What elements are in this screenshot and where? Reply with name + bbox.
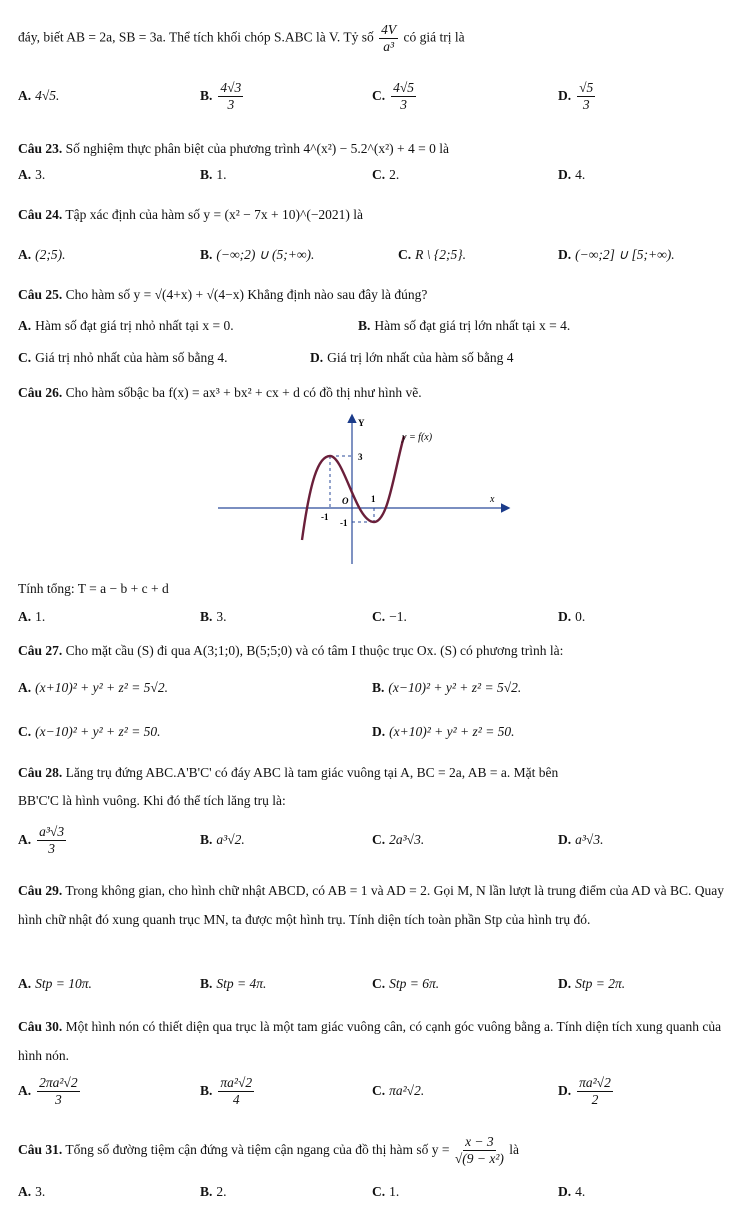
question-28-cont — [18, 792, 732, 810]
question-label: Câu 24. — [18, 207, 63, 222]
question-23 — [18, 140, 732, 158]
origin-label: O — [342, 496, 349, 506]
q26-options — [18, 600, 740, 634]
question-text: Một hình nón có thiết diện qua trục là một tam giác vuông cân, có cạnh góc vuông bằng a. Tính diện tích xung quanh của hình nón. — [18, 1019, 722, 1063]
option-d[interactable]: D. a³√3. — [558, 832, 604, 847]
question-31 — [18, 1130, 732, 1170]
question-label: Câu 25. — [18, 287, 63, 302]
option-b[interactable]: B. Stp = 4π. — [200, 976, 267, 991]
option-d[interactable]: D. Stp = 2π. — [558, 976, 626, 991]
option-b[interactable]: B. a³√2. — [200, 832, 245, 847]
option-a[interactable]: A. 4√5. — [18, 88, 60, 103]
q27-options-row1 — [18, 670, 740, 706]
option-a[interactable]: A. 3. — [18, 1184, 46, 1199]
question-25 — [18, 286, 732, 304]
option-a[interactable]: A. (2;5). — [18, 247, 66, 262]
question-27 — [18, 642, 732, 660]
option-c[interactable]: C. $\frac{4√5}{3}$ — [372, 79, 415, 112]
question-text: Cho mặt cầu (S) đi qua A(3;1;0), B(5;5;0) và có tâm I thuộc trục Ox. (S) có phương trình là: — [65, 643, 564, 658]
option-d[interactable]: D. (−∞;2] ∪ [5;+∞). — [558, 247, 675, 262]
option-c[interactable]: C. 2a³√3. — [372, 832, 425, 847]
option-a[interactable]: A. (x+10)² + y² + z² = 5√2. — [18, 680, 168, 695]
question-label: Câu 31. — [18, 1142, 63, 1157]
intro-tail: có giá trị là — [403, 29, 465, 45]
option-d[interactable]: D. 4. — [558, 167, 586, 182]
tick-neg1-y: -1 — [340, 518, 348, 528]
option-d[interactable]: D. $\frac{\text{πa²√2}}{2}$ — [558, 1074, 611, 1107]
option-c[interactable]: C. (x−10)² + y² + z² = 50. — [18, 724, 161, 739]
q24-options — [18, 238, 740, 272]
x-axis-label: x — [490, 494, 495, 505]
option-c[interactable]: C. πa²√2. — [372, 1083, 425, 1098]
y-axis-label: Y — [358, 418, 365, 428]
option-a[interactable]: A. 3. — [18, 167, 46, 182]
question-label: Câu 27. — [18, 643, 63, 658]
option-b[interactable]: B. 3. — [200, 609, 227, 624]
option-a[interactable]: A. $\frac{\text{a³√3}}{3}$ — [18, 823, 65, 856]
question-30 — [18, 1012, 732, 1070]
option-d[interactable]: D. (x+10)² + y² + z² = 50. — [372, 724, 515, 739]
q31-fraction: $\frac{x - 3}{\text{√(9 − x²)}}$ — [454, 1134, 504, 1167]
question-text: Tập xác định của hàm số y = (x² − 7x + 10)^(−2021) là — [65, 207, 364, 222]
cubic-curve — [302, 436, 404, 540]
option-c[interactable]: C. Stp = 6π. — [372, 976, 440, 991]
sum-text: Tính tổng: T = a − b + c + d — [18, 581, 169, 596]
tick-1: 1 — [371, 494, 376, 504]
question-label: Câu 28. — [18, 765, 63, 780]
intro-ratio: $\frac{4V}{\text{a³}}$ — [381, 22, 397, 54]
intro-options — [18, 76, 740, 116]
question-label: Câu 23. — [18, 141, 63, 156]
option-b[interactable]: B. (−∞;2) ∪ (5;+∞). — [200, 247, 315, 262]
option-b[interactable]: B. (x−10)² + y² + z² = 5√2. — [372, 680, 522, 695]
option-c[interactable]: C. 2. — [372, 167, 400, 182]
option-a[interactable]: A. Hàm số đạt giá trị nhỏ nhất tại x = 0. — [18, 318, 234, 333]
q30-options — [18, 1068, 740, 1114]
option-d[interactable]: D. $\frac{√5}{3}$ — [558, 79, 594, 112]
curve-label: y = f(x) — [402, 432, 433, 443]
option-b[interactable]: B. Hàm số đạt giá trị lớn nhất tại x = 4. — [358, 318, 571, 333]
cubic-graph — [218, 412, 518, 570]
q26-sum — [18, 580, 732, 598]
option-c[interactable]: C. Giá trị nhỏ nhất của hàm số bằng 4. — [18, 350, 228, 365]
q31-options — [18, 1180, 740, 1204]
option-d[interactable]: D. 4. — [558, 1184, 586, 1199]
option-c[interactable]: C. R \ {2;5}. — [398, 247, 467, 262]
question-text: Trong không gian, cho hình chữ nhật ABCD, có AB = 1 và AD = 2. Gọi M, N lần lượt là trung điểm của AD và BC. Quay hình chữ nhật đó xung quanh trục MN, ta được một hình trụ. Tính diện tích toàn phần Stp của hình trụ đó. — [18, 883, 724, 927]
option-a[interactable]: A. $\frac{\text{2πa²√2}}{3}$ — [18, 1074, 78, 1107]
question-text: Số nghiệm thực phân biệt của phương trình 4^(x²) − 5.2^(x²) + 4 = 0 là — [65, 141, 449, 156]
option-a[interactable]: A. 1. — [18, 609, 46, 624]
question-text: Tổng số đường tiệm cận đứng và tiệm cận ngang của đồ thị hàm số y = — [65, 1142, 450, 1157]
tick-neg1-x: -1 — [321, 512, 329, 522]
intro-line — [18, 22, 732, 55]
question-text-1: Lăng trụ đứng ABC.A'B'C' có đáy ABC là tam giác vuông tại A, BC = 2a, AB = a. Mặt bên — [65, 765, 559, 780]
option-b[interactable]: B. 2. — [200, 1184, 227, 1199]
q29-options — [18, 966, 740, 1002]
question-24 — [18, 206, 732, 224]
tick-3: 3 — [358, 452, 363, 462]
q23-options — [18, 158, 740, 192]
question-tail: là — [509, 1142, 520, 1157]
question-label: Câu 30. — [18, 1019, 63, 1034]
question-label: Câu 26. — [18, 385, 63, 400]
option-b[interactable]: B. $\frac{\text{πa²√2}}{4}$ — [200, 1074, 253, 1107]
option-c[interactable]: C. −1. — [372, 609, 407, 624]
question-26 — [18, 384, 732, 402]
q27-options-row2 — [18, 714, 740, 750]
question-text: Cho hàm sốbậc ba f(x) = ax³ + bx² + cx + d có đồ thị như hình vẽ. — [65, 385, 422, 400]
q28-options — [18, 818, 740, 862]
question-28 — [18, 764, 732, 782]
option-d[interactable]: D. 0. — [558, 609, 586, 624]
q25-options-row2 — [18, 342, 740, 374]
option-c[interactable]: C. 1. — [372, 1184, 400, 1199]
option-b[interactable]: B. 1. — [200, 167, 227, 182]
question-text-2: BB'C'C là hình vuông. Khi đó thể tích lăng trụ là: — [18, 793, 286, 808]
option-b[interactable]: B. $\frac{4√3}{3}$ — [200, 79, 242, 112]
question-29 — [18, 876, 732, 934]
question-label: Câu 29. — [18, 883, 63, 898]
q25-options-row1 — [18, 310, 740, 342]
option-a[interactable]: A. Stp = 10π. — [18, 976, 92, 991]
intro-text: đáy, biết AB = 2a, SB = 3a. Thể tích khối chóp S.ABC là V. Tỷ số — [18, 29, 374, 45]
question-text: Cho hàm số y = √(4+x) + √(4−x) Khẳng định nào sau đây là đúng? — [65, 287, 428, 302]
option-d[interactable]: D. Giá trị lớn nhất của hàm số bằng 4 — [310, 350, 514, 365]
